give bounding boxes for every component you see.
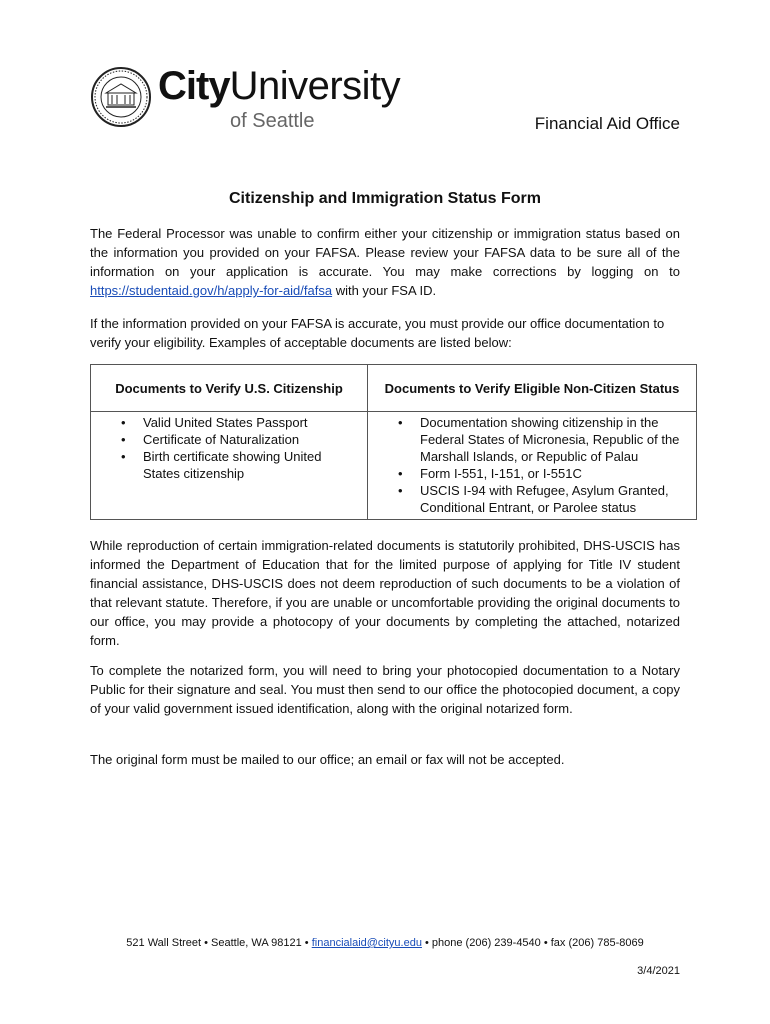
list-item: • Birth certificate showing United States citizenship: [91, 448, 367, 482]
notary-paragraph: To complete the notarized form, you will need to bring your photocopied documentation to a Notary Public for their signature and seal. You must then send to our office the photocopied document, a copy of your valid government issued identification, along with the original notarized form.: [90, 663, 680, 716]
non-citizen-column: [368, 365, 696, 519]
page-title: Citizenship and Immigration Status Form: [228, 190, 542, 207]
footer-address: 521 Wall Street • Seattle, WA 98121 •: [126, 937, 312, 949]
intro-text-end: with your FSA ID.: [332, 283, 437, 298]
list-item: • Documentation showing citizenship in the Federal States of Micronesia, Republic of the Marshall Islands, or Republic of Palau: [368, 414, 696, 465]
list-item: • Form I-551, I-151, or I-551C: [368, 465, 696, 482]
documents-table: [90, 364, 697, 520]
list-item: • Valid United States Passport: [91, 414, 367, 431]
mailing-paragraph: The original form must be mailed to our office; an email or fax will not be accepted.: [90, 752, 565, 767]
logo-wordmark: [158, 64, 400, 109]
non-citizen-list: [368, 414, 696, 516]
non-citizen-list-cell: [368, 414, 696, 516]
intro-text: The Federal Processor was unable to confirm either your citizenship or immigration status based on the information you provided on your FAFSA. Please review your FAFSA data to be sure all of the information on your application is accurate. You may make corrections by logging on to: [90, 226, 680, 279]
footer-contact: [0, 937, 770, 949]
reproduction-paragraph: While reproduction of certain immigration-related documents is statutorily prohibited, DHS-USCIS has informed the Department of Education that for the limited purpose of applying for Title IV student financial assistance, DHS-USCIS does not deem reproduction of such documents to be a violation of that relevant statute. Therefore, if you are unable or uncomfortable providing the original documents to our office, you may provide a photocopy of your documents by completing the attached, notarized form.: [90, 538, 680, 648]
citizenship-column: [91, 365, 368, 519]
citizenship-header: Documents to Verify U.S. Citizenship: [91, 365, 367, 412]
office-name: Financial Aid Office: [534, 114, 680, 133]
list-item: • USCIS I-94 with Refugee, Asylum Granted, Conditional Entrant, or Parolee status: [368, 482, 696, 516]
logo-subtitle: of Seattle: [230, 110, 315, 132]
fafsa-link[interactable]: https://studentaid.gov/h/apply-for-aid/fafsa: [90, 283, 333, 298]
footer-email-link[interactable]: financialaid@cityu.edu: [311, 937, 422, 949]
citizenship-list: [91, 414, 367, 482]
logo-university-text: University: [229, 64, 401, 108]
document-date: 3/4/2021: [637, 965, 680, 977]
citizenship-list-cell: [91, 414, 367, 482]
eligibility-paragraph: If the information provided on your FAFSA is accurate, you must provide our office documentation to verify your eligibility. Examples of acceptable documents are listed below:: [90, 316, 665, 350]
cityu-logo: [90, 66, 440, 136]
list-item: • Certificate of Naturalization: [91, 431, 367, 448]
footer-phone-fax: • phone (206) 239-4540 • fax (206) 785-8069: [421, 937, 644, 949]
non-citizen-header: Documents to Verify Eligible Non-Citizen Status: [368, 365, 696, 412]
logo-city-text: City: [158, 64, 230, 108]
university-seal-icon: [90, 66, 152, 128]
intro-paragraph: [90, 224, 680, 300]
